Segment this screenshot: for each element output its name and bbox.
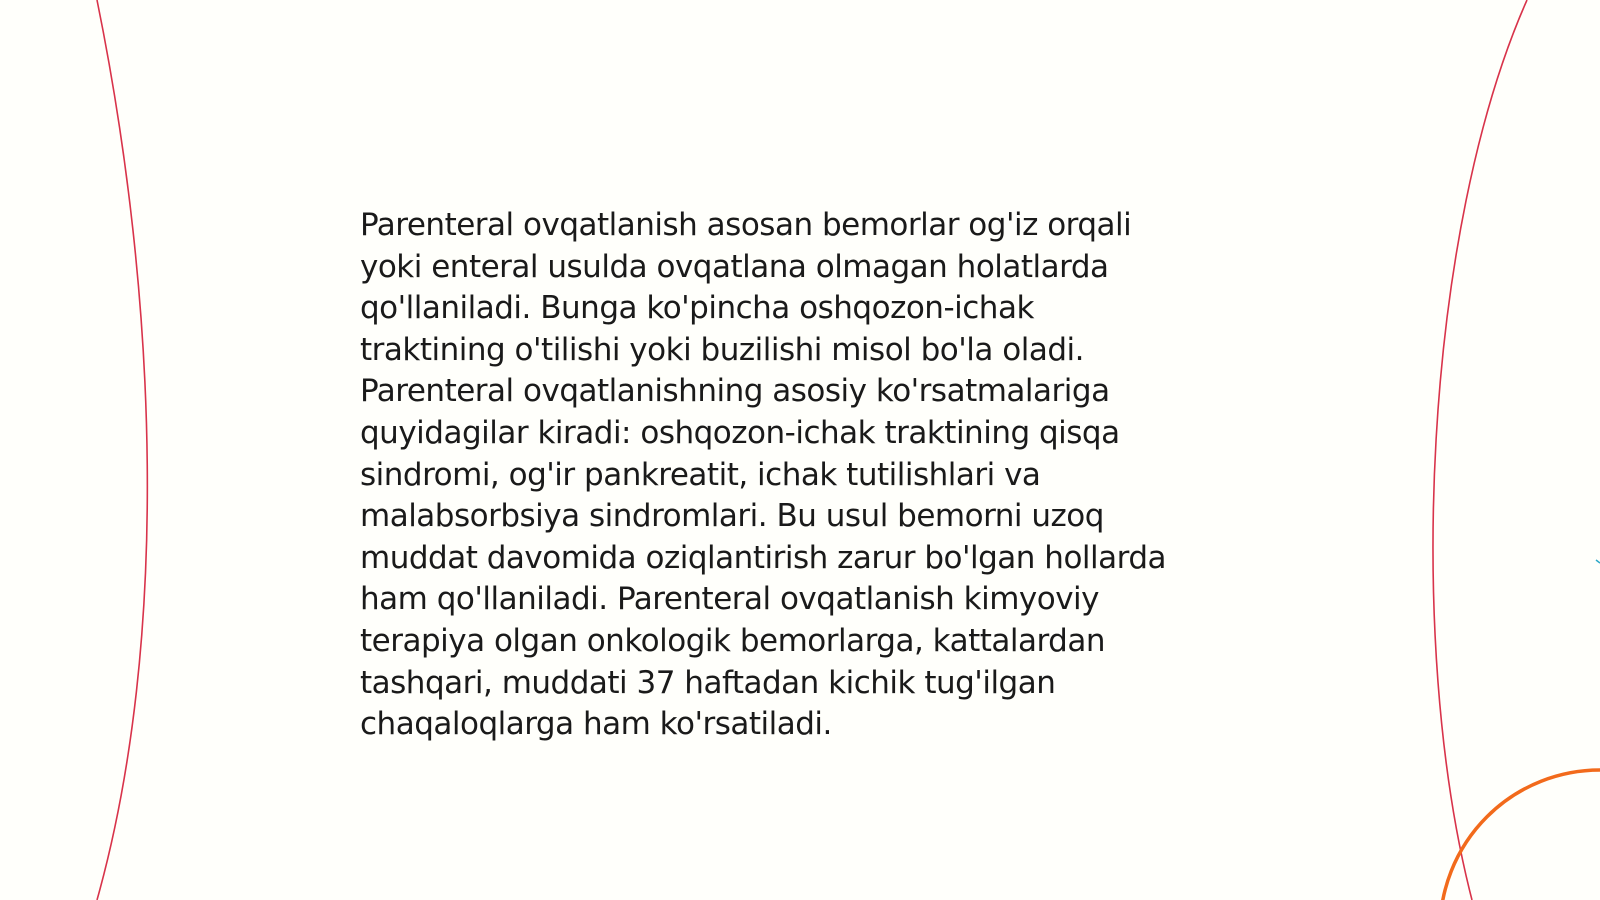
teal-tick-mark [1596, 560, 1600, 563]
right-curve-line [1433, 0, 1527, 900]
orange-arc [1440, 770, 1600, 900]
slide-body-text: Parenteral ovqatlanish asosan bemorlar og'iz orqali yoki enteral usulda ovqatlana olmagan holatlarda qo'llaniladi. Bunga ko'pincha oshqozon-ichak traktining o'tilishi yoki buzilishi misol bo'la oladi. Parenteral ovqatlanishning asosiy ko'rsatmalariga quyidagilar kiradi: oshqozon-ichak traktining qisqa sindromi, og'ir pankreatit, ichak tutilishlari va malabsorbsiya sindromlari. Bu usul bemorni uzoq muddat davomida oziqlantirish zarur bo'lgan hollarda ham qo'llaniladi. Parenteral ovqatlanish kimyoviy terapiya olgan onkologik bemorlarga, kattalardan tashqari, muddati 37 haftadan kichik tug'ilgan chaqaloqlarga ham ko'rsatiladi. [360, 207, 1167, 743]
left-curve-line [97, 0, 147, 900]
